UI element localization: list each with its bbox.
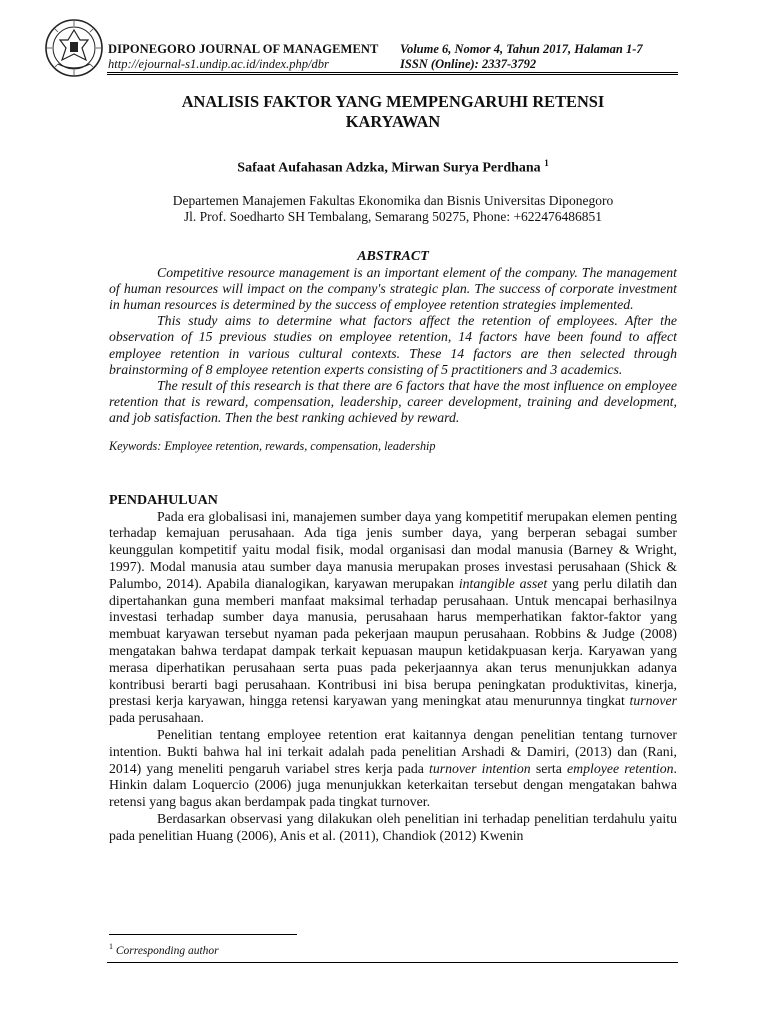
abstract-heading: ABSTRACT (357, 248, 429, 264)
emphasis-text: turnover (629, 693, 677, 709)
footnote-rule (109, 934, 297, 935)
emphasis-text: employee retention (567, 760, 674, 776)
body-text: yang perlu dilatih dan dipertahankan guna memberi manfaat maksimal terhadap perusahaan. Untuk mencapai berhasilnya investasi terhadap sumber daya manusia, perusahaan harus memperhatikan faktor-faktor yang membuat karyawan tersebut nyaman pada pekerjaan maupun perusahaan. Robbins & Judge (2008) mengatakan bahwa terdapat dampak terkait kepuasan maupun ketidakpuasan kerja. Karyawan yang merasa diperhatikan perusahaan serta puas pada pekerjaannya akan terus menunjukkan adanya kontribusi berarti bagi perusahaan. Kontribusi ini bisa berupa peningkatan produktivitas, kinerja, prestasi kerja karyawan, hingga retensi karyawan yang meningkat atau menurunnya tingkat (109, 575, 677, 709)
university-seal-icon (44, 18, 104, 78)
body-paragraph-3: Berdasarkan observasi yang dilakukan oleh penelitian ini terhadap penelitian terdahulu yaitu pada penelitian Huang (2006), Anis et al. (2011), Chandiok (2012) Kwenin (109, 811, 677, 843)
body-text: serta (530, 760, 568, 776)
body-paragraph-2 (109, 727, 677, 811)
affiliation (109, 193, 677, 225)
abstract-paragraph-2: This study aims to determine what factors affect the retention of employees. After the observation of 15 previous studies on employee retention, 14 factors have been found to affect employee retention in various cultural contexts. These 14 factors are then selected through brainstorming of 8 employee retention experts consisting of 5 practitioners and 3 academics. (109, 313, 677, 377)
issn-info: ISSN (Online): 2337-3792 (400, 57, 537, 71)
footnote (109, 940, 219, 958)
article-content (109, 92, 677, 845)
emphasis-text: intangible asset (458, 575, 548, 591)
title-line-2: KARYAWAN (345, 112, 441, 131)
header-rule (107, 72, 678, 73)
section-heading: PENDAHULUAN (109, 492, 218, 508)
title-line-1: ANALISIS FAKTOR YANG MEMPENGARUHI RETENSI (181, 92, 605, 111)
footnote-mark: 1 (109, 942, 113, 951)
keywords: Keywords: Employee retention, rewards, compensation, leadership (109, 438, 436, 453)
journal-url[interactable]: http://ejournal-s1.undip.ac.id/index.php/dbr (108, 57, 329, 71)
affiliation-line-1: Departemen Manajemen Fakultas Ekonomika dan Bisnis Universitas Diponegoro (172, 192, 614, 208)
body-paragraph-1 (109, 509, 677, 727)
footnote-text: Corresponding author (115, 944, 219, 957)
abstract-paragraph-3: The result of this research is that there are 6 factors that have the most influence on employee retention that is reward, compensation, leadership, career development, training and development, and job satisfaction. Then the best ranking achieved by reward. (109, 378, 677, 426)
author-list (109, 154, 677, 178)
section-body (109, 509, 677, 845)
header-rule-double (107, 74, 678, 75)
author-footnote-mark: 1 (544, 158, 549, 168)
authors-text: Safaat Aufahasan Adzka, Mirwan Surya Perdhana (237, 160, 541, 176)
abstract-body (109, 265, 677, 427)
body-text: Pada era globalisasi ini, manajemen sumber daya yang kompetitif merupakan elemen penting terhadap kemajuan perusahaan. Ada tiga jenis sumber daya, yang berperan sebagai sumber keunggulan kompetitif yaitu modal fisik, modal organisasi dan modal manusia (Barney & Wright, 1997). Modal manusia atau sumber daya manusia merupakan proses investasi perusahaan (Shick & Palumbo, 2014). Apabila dianalogikan, karyawan merupakan (109, 508, 677, 591)
affiliation-line-2: Jl. Prof. Soedharto SH Tembalang, Semarang 50275, Phone: +622476486851 (183, 208, 603, 224)
body-text: pada perusahaan. (109, 710, 204, 726)
journal-header-left (108, 42, 378, 72)
abstract-paragraph-1: Competitive resource management is an important element of the company. The management of human resources will impact on the company's strategic plan. The success of corporate investment in human resources is determined by the success of employee retention strategies implemented. (109, 264, 677, 313)
volume-info: Volume 6, Nomor 4, Tahun 2017, Halaman 1-7 (400, 42, 643, 56)
emphasis-text: turnover intention (428, 760, 531, 776)
page-bottom-rule (107, 962, 678, 963)
body-text: . Hinkin dalam Loquercio (2006) juga menunjukkan keterkaitan tersebut dengan mengatakan bahwa retensi yang bagus akan berdampak pada tingkat turnover. (109, 760, 677, 810)
article-title (109, 92, 677, 132)
body-text: Penelitian tentang employee retention erat kaitannya dengan penelitian tentang turnover intention. Bukti bahwa hal ini terkait adalah pada penelitian Arshadi & Damiri, (2013) dan (Rani, 2014) yang meneliti pengaruh variabel stres kerja pada (109, 727, 677, 776)
journal-header-right (400, 42, 643, 72)
journal-name: DIPONEGORO JOURNAL OF MANAGEMENT (108, 42, 379, 56)
